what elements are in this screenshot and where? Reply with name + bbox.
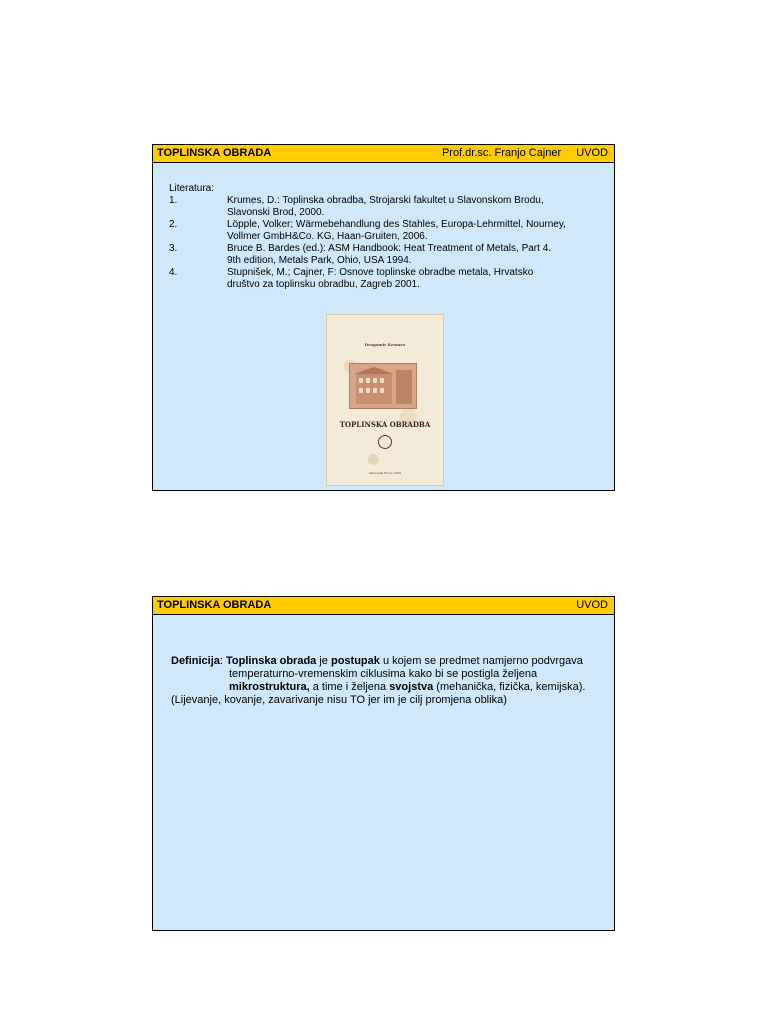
term-postupak: postupak: [330, 655, 380, 667]
slide-definition: [152, 596, 615, 931]
term-svojstva: svojstva: [389, 681, 434, 693]
header-section: UVOD: [576, 599, 608, 611]
header-section: UVOD: [576, 147, 608, 159]
reference-number: 3.: [169, 243, 178, 254]
header-author: Prof.dr.sc. Franjo Cajner: [441, 147, 562, 159]
reference-number: 1.: [169, 195, 178, 206]
cover-building-photo: [349, 363, 417, 409]
definition-note: (Lijevanje, kovanje, zavarivanje nisu TO jer im je cilj promjena oblika): [171, 694, 507, 706]
definition-label: Definicija: [171, 655, 220, 667]
slide-header: [153, 597, 614, 615]
slide-header: [153, 145, 614, 163]
book-cover-image: [326, 314, 444, 486]
literature-list: [169, 183, 567, 291]
cover-place: Slavonski Brod, 2000: [368, 471, 402, 475]
slide-literature: [152, 144, 615, 491]
literature-heading: Literatura:: [169, 183, 215, 194]
reference-number: 4.: [169, 267, 178, 278]
reference-item: [169, 195, 567, 219]
cover-seal-icon: [378, 435, 392, 449]
reference-text: Löpple, Volker; Wärmebehandlung des Stahles, Europa-Lehrmittel, Nourney, Vollmer GmbH&Co. KG, Haan-Gruiten, 2006.: [227, 219, 566, 242]
header-title: TOPLINSKA OBRADA: [157, 599, 272, 611]
building-illustration: [350, 364, 416, 408]
reference-text: Krumes, D.: Toplinska obradba, Strojarski fakultet u Slavonskom Brodu, Slavonski Brod, 2000.: [227, 195, 544, 218]
reference-text: Bruce B. Bardes (ed.): ASM Handbook: Heat Treatment of Metals, Part 4. 9th edition, Metals Park, Ohio, USA 1994.: [227, 243, 552, 266]
reference-text: Stupnišek, M.; Cajner, F: Osnove toplinske obradbe metala, Hrvatsko društvo za toplinsku obradbu, Zagreb 2001.: [227, 267, 534, 290]
header-title: TOPLINSKA OBRADA: [157, 147, 272, 159]
cover-title: TOPLINSKA OBRADBA: [339, 420, 431, 429]
term-mikrostruktura: mikrostruktura,: [229, 681, 310, 693]
definition-text: Definicija: Toplinska obrada je postupak u kojem se predmet namjerno podvrgava temperaturno-vremenskim ciklusima kako bi se postigla željena mikrostruktura, a time i željena svojstva (mehanička, fizička, kemijska).: [171, 655, 586, 693]
definition-block: [171, 655, 591, 707]
reference-item: [169, 219, 567, 243]
cover-author: Dragomir Krumes: [364, 342, 406, 347]
term-toplinska-obrada: Toplinska obrada: [226, 655, 317, 667]
reference-number: 2.: [169, 219, 178, 230]
reference-item: [169, 267, 567, 291]
reference-item: [169, 243, 567, 267]
